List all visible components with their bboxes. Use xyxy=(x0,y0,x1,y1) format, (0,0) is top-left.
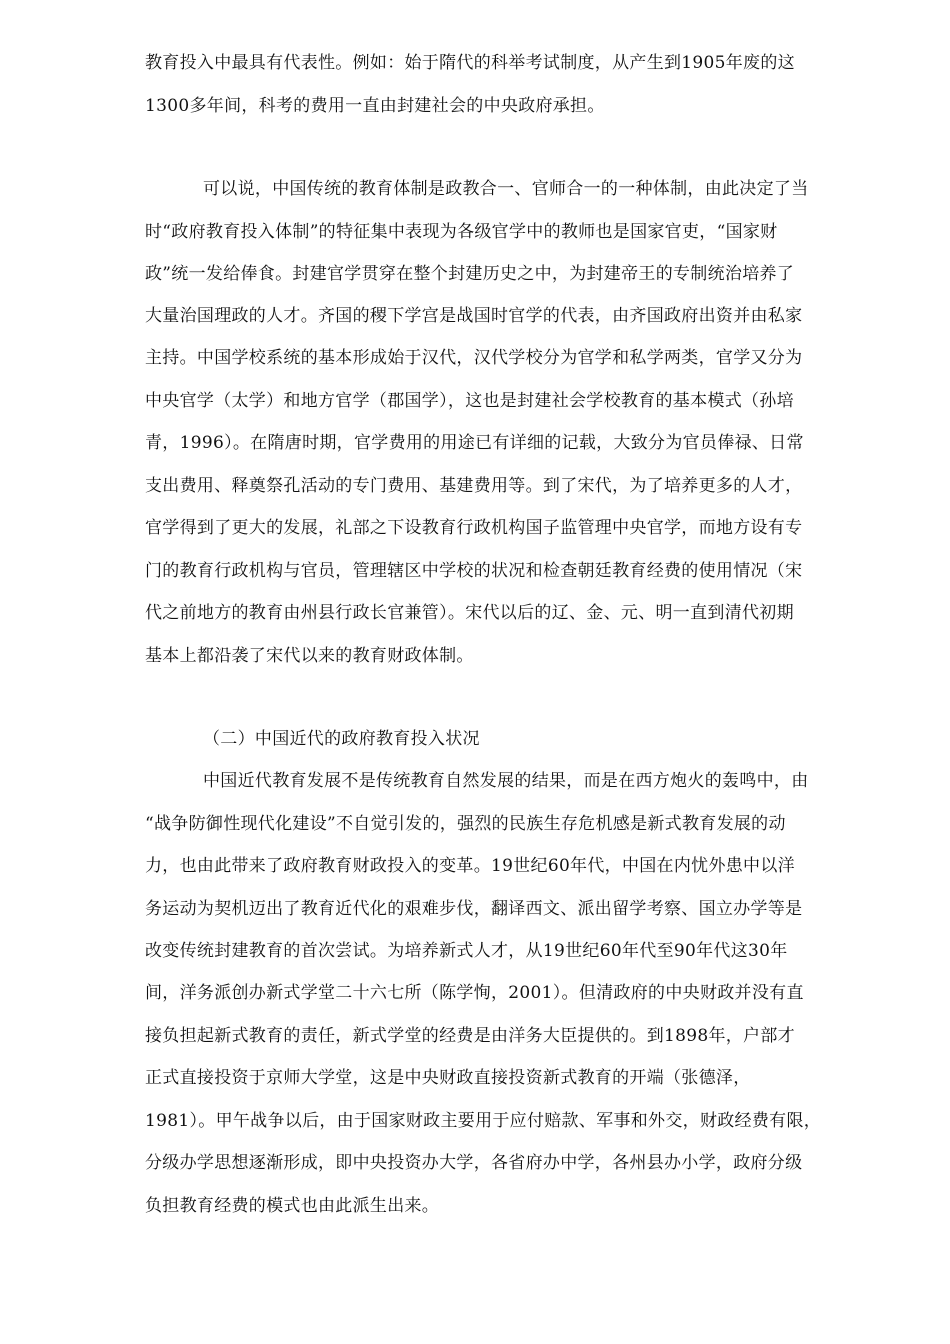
paragraph-line: 大量治国理政的人才。齐国的稷下学宫是战国时官学的代表，由齐国政府出资并由私家 xyxy=(145,306,803,326)
paragraph-line: 代之前地方的教育由州县行政长官兼管）。宋代以后的辽、金、元、明一直到清代初期 xyxy=(145,603,794,623)
paragraph-line: 主持。中国学校系统的基本形成始于汉代，汉代学校分为官学和私学两类，官学又分为 xyxy=(145,348,803,368)
section-heading: （二）中国近代的政府教育投入状况 xyxy=(203,729,480,749)
paragraph-line: 负担教育经费的模式也由此派生出来。 xyxy=(145,1196,440,1216)
paragraph-line: 可以说，中国传统的教育体制是政教合一、官师合一的一种体制，由此决定了当 xyxy=(203,179,809,199)
paragraph-line: 改变传统封建教育的首次尝试。为培养新式人才，从19世纪60年代至90年代这30年 xyxy=(145,941,788,961)
paragraph-line: 青，1996）。在隋唐时期，官学费用的用途已有详细的记载，大致分为官员俸禄、日常 xyxy=(145,433,804,453)
paragraph-line: 务运动为契机迈出了教育近代化的艰难步伐，翻译西文、派出留学考察、国立办学等是 xyxy=(145,899,803,919)
paragraph-line: 力，也由此带来了政府教育财政投入的变革。19世纪60年代，中国在内忧外患中以洋 xyxy=(145,856,795,876)
paragraph-line: 门的教育行政机构与官员，管理辖区中学校的状况和检查朝廷教育经费的使用情况（宋 xyxy=(145,561,803,581)
paragraph-line: 时“政府教育投入体制”的特征集中表现为各级官学中的教师也是国家官吏，“国家财 xyxy=(145,222,778,242)
paragraph-line: 1300多年间，科考的费用一直由封建社会的中央政府承担。 xyxy=(145,96,605,116)
paragraph-line: 分级办学思想逐渐形成，即中央投资办大学，各省府办中学，各州县办小学，政府分级 xyxy=(145,1153,803,1173)
paragraph-line: 支出费用、释奠祭孔活动的专门费用、基建费用等。到了宋代，为了培养更多的人才， xyxy=(145,476,803,496)
paragraph-line: 中央官学（太学）和地方官学（郡国学），这也是封建社会学校教育的基本模式（孙培 xyxy=(145,391,794,411)
paragraph-line: 1981）。甲午战争以后，由于国家财政主要用于应付赔款、军事和外交，财政经费有限， xyxy=(145,1111,822,1131)
paragraph-line: 教育投入中最具有代表性。例如：始于隋代的科举考试制度，从产生到1905年废的这 xyxy=(145,53,795,73)
paragraph-line: 中国近代教育发展不是传统教育自然发展的结果，而是在西方炮火的轰鸣中，由 xyxy=(203,771,809,791)
paragraph-line: 接负担起新式教育的责任，新式学堂的经费是由洋务大臣提供的。到1898年，户部才 xyxy=(145,1026,795,1046)
paragraph-line: 正式直接投资于京师大学堂，这是中央财政直接投资新式教育的开端（张德泽， xyxy=(145,1068,751,1088)
paragraph-line: “战争防御性现代化建设”不自觉引发的，强烈的民族生存危机感是新式教育发展的动 xyxy=(145,814,786,834)
paragraph-line: 官学得到了更大的发展，礼部之下设教育行政机构国子监管理中央官学，而地方设有专 xyxy=(145,518,803,538)
paragraph-line: 政”统一发给俸食。封建官学贯穿在整个封建历史之中，为封建帝王的专制统治培养了 xyxy=(145,264,795,284)
paragraph-line: 基本上都沿袭了宋代以来的教育财政体制。 xyxy=(145,646,474,666)
paragraph-line: 间，洋务派创办新式学堂二十六七所（陈学恂，2001）。但清政府的中央财政并没有直 xyxy=(145,983,804,1003)
